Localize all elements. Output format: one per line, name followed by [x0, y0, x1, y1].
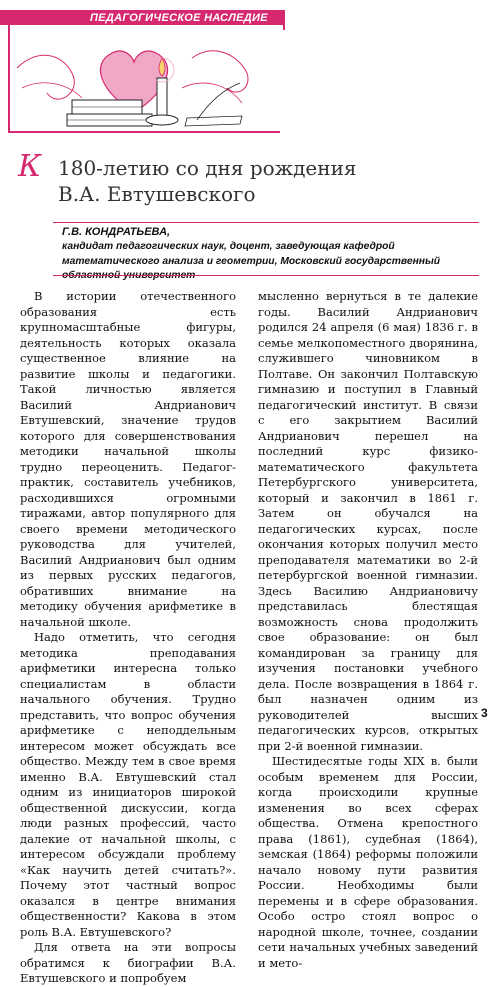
paragraph: В истории отечественного образования есть крупномасштабные фигуры, деятельность которых оказала существенное влияние на развитие школы и педагогики. Такой личностью является Василий Андрианович Евтушевский, значение трудов которого для совершенствования методики начальной школы трудно переоценить. Педагог-практик, составитель учебников, расходившихся огромными тиражами, автор популярного для своего времени методического руководства для учителей, Василий Андрианович был одним из первых русских педагогов, обративших внимание на методику обучения арифметике в начальной школе. — [20, 289, 236, 629]
paragraph: мысленно вернуться в те далекие годы. Василий Андрианович родился 24 апреля (6 мая) 1836 г. в семье мелкопоместного дворянина, служившего чиновником в Полтаве. Он закончил Полтавскую гимназию и поступил в Главный педагогический институт. В связи с его закрытием Василий Андрианович перешел на последний курс физико-математического факультета Петербургского университета, который и закончил в 1861 г. Затем он обучался на педагогических курсах, после окончания которых получил место преподавателя математики во 2-й петербургской военной гимназии. Здесь Василию Андриановичу представилась блестящая возможность снова продолжить свое образование: он был командирован за границу для изучения постановки учебного дела. После возвращения в 1864 г. был назначен одним из руководителей высших педагогических курсов, открытых при 2-й военной гимназии. — [258, 289, 478, 753]
rubric-band — [0, 10, 283, 25]
author-name: Г.В. КОНДРАТЬЕВА, — [62, 226, 171, 238]
title-line-1: 180-летию со дня рождения — [58, 156, 357, 180]
candle-heart-books-icon — [12, 28, 257, 130]
body-column-right — [258, 289, 478, 971]
paragraph: Надо отметить, что сегодня методика преподавания арифметики интересна только специалистам в области начального обучения. Трудно представить, что вопрос обучения арифметике с неподдельным интересом может обсуждать все общество. Между тем в свое время именно В.А. Евтушевский стал одним из инициаторов широкой общественной дискуссии, когда люди разных профессий, часто далекие от начальной школы, с интересом обсуждали проблему «Как научить детей считать?». Почему этот частный вопрос оказался в центре внимания общественности? Какова в этом роль В.А. Евтушевского? — [20, 630, 236, 939]
body-column-left — [20, 289, 236, 987]
paragraph: Шестидесятые годы XIX в. были особым временем для России, когда происходили крупные изменения во всех сферах общества. Отмена крепостного права (1861), судебная (1864), земская (1864) реформы положили начало новому пути развития России. Необходимы были перемены и в сфере образования. Особо остро стоял вопрос о народной школе, точнее, создании сети начальных учебных заведений и мето- — [258, 754, 478, 970]
rubric-vertical-rule — [8, 10, 10, 132]
title-initial: К — [18, 149, 42, 184]
rubric-label: ПЕДАГОГИЧЕСКОЕ НАСЛЕДИЕ — [90, 11, 268, 24]
title-line-2: В.А. Евтушевского — [58, 182, 256, 206]
paragraph: Для ответа на эти вопросы обратимся к биографии В.А. Евтушевского и попробуем — [20, 940, 236, 985]
rubric-end-rule — [283, 10, 285, 30]
title-rule — [53, 222, 479, 223]
page-number: 3 — [481, 706, 488, 720]
affiliation-rule — [53, 275, 479, 276]
header-divider — [8, 131, 280, 133]
author-affiliation: кандидат педагогических наук, доцент, заведующая кафедрой математического анализа и геометрии, Московский государственный — [62, 241, 441, 267]
